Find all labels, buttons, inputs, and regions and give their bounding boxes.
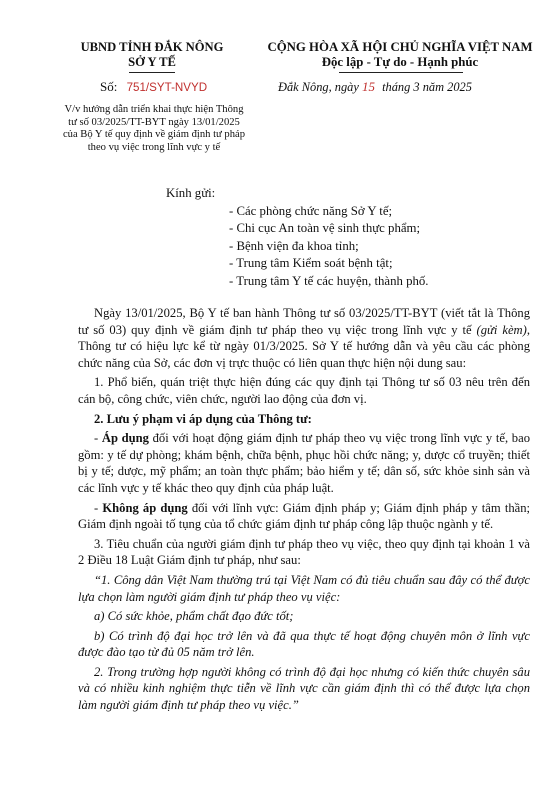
scope-excludes-paragraph	[78, 500, 530, 533]
recipient-item: - Trung tâm Y tế các huyện, thành phố.	[229, 273, 429, 288]
quote-paragraph-a: a) Có sức khỏe, phẩm chất đạo đức tốt;	[94, 609, 294, 624]
document-body	[78, 305, 530, 717]
date-prefix: Đắk Nông, ngày	[278, 80, 359, 94]
scope-applies-text: đối với hoạt động giám định tư pháp theo vụ việc trong lĩnh vực y tế, bao gồm: y tế dự phòng; khám bệnh, chữa bệnh, phục hồi chức năng; y, dược cổ truyền; thiết bị y tế; dược, mỹ phẩm; an toàn thực phẩm; bảo hiểm y tế; dân số, sức khỏe sinh sản và các lĩnh vực y tế khác theo quy định của pháp luật.	[78, 431, 530, 495]
recipient-item: - Các phòng chức năng Sở Y tế;	[229, 204, 393, 218]
item-1-paragraph: 1. Phổ biến, quán triệt thực hiện đúng các quy định tại Thông tư số 03 nêu trên đến cán bộ, công chức, viên chức, người lao động của đơn vị.	[78, 375, 530, 406]
document-number	[100, 79, 207, 95]
item-3-paragraph: 3. Tiêu chuẩn của người giám định tư pháp theo vụ việc, theo quy định tại khoản 1 và 2 Điều 18 Luật Giám định tư pháp, như sau:	[78, 536, 530, 568]
intro-attachment-note: (gửi kèm)	[476, 322, 527, 337]
issuing-authority: UBND TỈNH ĐẮK NÔNG	[80, 40, 224, 54]
scope-dash: -	[94, 500, 103, 515]
scope-excludes-text: đối với lĩnh vực: Giám định pháp y; Giám định pháp y tâm thần; Giám định ngoài tố tụng của tổ chức giám định tư pháp công lập thuộc ngành y tế.	[78, 500, 530, 532]
recipient-item: - Trung tâm Kiểm soát bệnh tật;	[229, 256, 393, 271]
intro-paragraph	[78, 305, 530, 371]
quote-paragraph-1: “1. Công dân Việt Nam thường trú tại Việt Nam có đủ tiêu chuẩn sau đây có thể được lựa chọn làm người giám định tư pháp theo vụ việc:	[78, 572, 530, 604]
quote-paragraph-2: 2. Trong trường hợp người không có trình độ đại học nhưng có kiến thức chuyên sâu và có nhiều kinh nghiệm thực tiễn về lĩnh vực cần giám định thì có thể được lựa chọn làm người giám định tư pháp theo vụ việc.”	[78, 664, 530, 713]
national-motto: Độc lập - Tự do - Hạnh phúc	[321, 55, 479, 69]
scope-applies-label: Áp dụng	[101, 431, 149, 446]
scope-excludes-label: Không áp dụng	[102, 500, 188, 515]
quote-paragraph-b: b) Có trình độ đại học trở lên và đã qua thực tế hoạt động chuyên môn ở lĩnh vực được đào tạo từ đủ 05 năm trở lên.	[78, 628, 530, 660]
recipient-item: - Bệnh viện đa khoa tỉnh;	[229, 238, 359, 253]
issuing-department: SỞ Y TẾ	[128, 55, 176, 69]
item-2-heading: 2. Lưu ý phạm vi áp dụng của Thông tư:	[94, 411, 312, 426]
date-suffix: tháng 3 năm 2025	[382, 80, 472, 94]
intro-text-a: Ngày 13/01/2025, Bộ Y tế ban hành Thông tư số 03/2025/TT-BYT (viết tắt là Thông tư số 03) quy định về giám định tư pháp theo vụ việc trong lĩnh vực y tế	[78, 306, 530, 337]
intro-text-b: , Thông tư có hiệu lực kể từ ngày 01/3/2025. Sở Y tế hướng dẫn và yêu cầu các phòng chức năng của Sở, các đơn vị trực thuộc có liên quan thực hiện nội dung sau:	[78, 322, 530, 370]
document-date	[278, 79, 472, 95]
motto-underline	[339, 72, 463, 73]
date-day: 15	[361, 79, 375, 94]
country-name: CỘNG HÒA XÃ HỘI CHỦ NGHĨA VIỆT NAM	[267, 40, 533, 54]
recipients-list	[229, 203, 429, 290]
number-value: 751/SYT-NVYD	[126, 81, 208, 94]
document-subject: V/v hướng dẫn triển khai thực hiện Thông tư số 03/2025/TT-BYT ngày 13/01/2025 của Bộ Y tế quy định về giám định tư pháp theo vụ việc trong lĩnh vực y tế	[62, 104, 246, 153]
dept-underline	[129, 72, 175, 73]
scope-dash: -	[94, 431, 102, 446]
number-label: Số:	[100, 79, 118, 94]
scope-applies-paragraph	[78, 430, 530, 496]
recipients-label: Kính gửi:	[166, 186, 216, 200]
recipient-item: - Chi cục An toàn vệ sinh thực phẩm;	[229, 221, 421, 236]
